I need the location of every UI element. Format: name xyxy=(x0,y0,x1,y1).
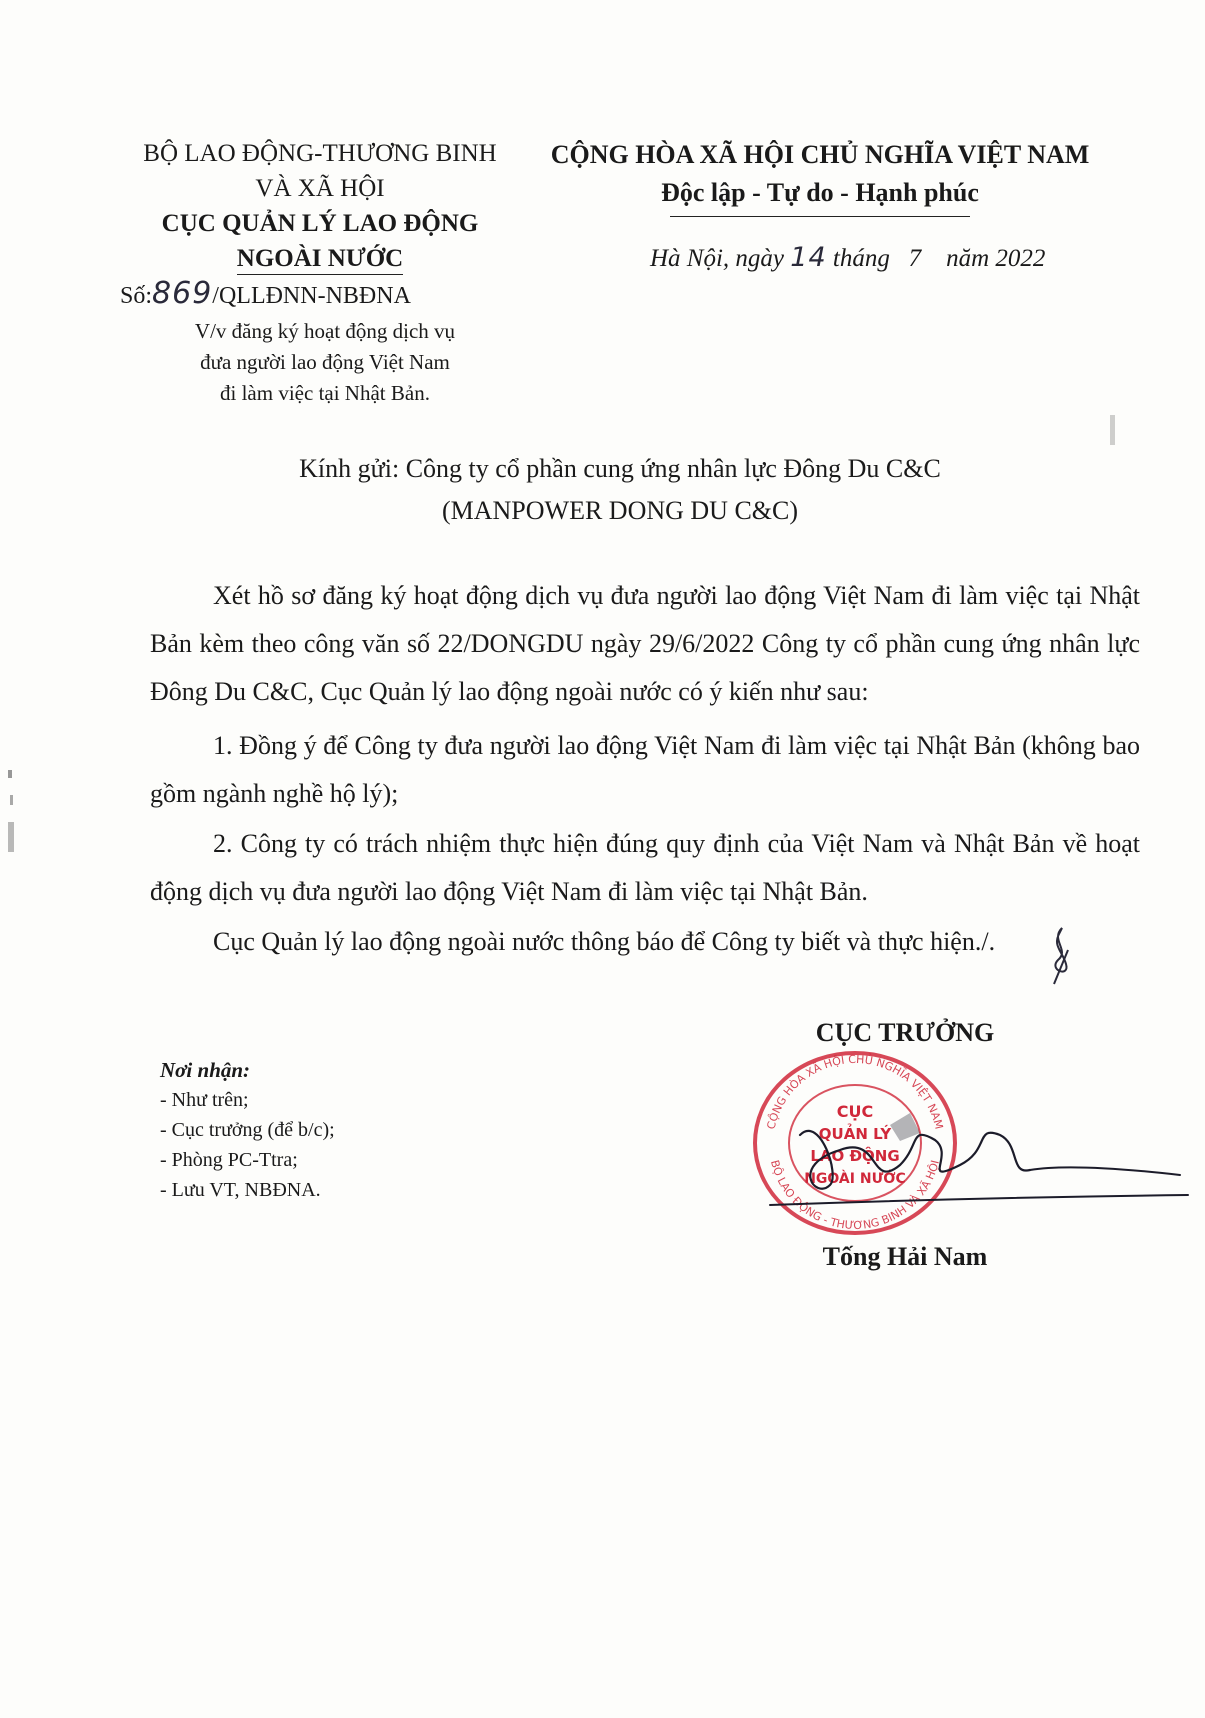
subject-line-3: đi làm việc tại Nhật Bản. xyxy=(220,381,430,405)
seal-center-line-1: CỤC xyxy=(836,1102,874,1121)
signer-name: Tống Hải Nam xyxy=(822,1242,988,1271)
handwritten-signature-icon xyxy=(760,1105,1190,1215)
date-month: 7 xyxy=(908,245,922,272)
subject-line-1: V/v đăng ký hoạt động dịch vụ xyxy=(194,319,456,343)
department-line-1: CỤC QUẢN LÝ LAO ĐỘNG xyxy=(161,210,479,237)
seal-center-line-2: QUẢN LÝ xyxy=(818,1125,892,1143)
body-paragraph-1: Xét hồ sơ đăng ký hoạt động dịch vụ đưa người lao động Việt Nam đi làm việc tại Nhật Bản kèm theo công văn số 22/DONGDU ngày 29/6/2022 Công ty cổ phần cung ứng nhân lực Đông Du C&C, Cục Quản lý lao động ngoài nước có ý kiến như sau: xyxy=(150,581,1140,706)
addressee-line-1: Kính gửi: Công ty cổ phần cung ứng nhân lực Đông Du C&C xyxy=(299,454,941,483)
recipient-item: - Như trên; xyxy=(160,1089,249,1111)
signer-title: CỤC TRƯỞNG xyxy=(815,1018,995,1047)
national-header xyxy=(530,136,1110,217)
body-paragraph-3: 2. Công ty có trách nhiệm thực hiện đúng quy định của Việt Nam và Nhật Bản về hoạt động dịch vụ đưa người lao động Việt Nam đi làm việc tại Nhật Bản. xyxy=(150,829,1140,906)
subject-block xyxy=(140,316,510,409)
ministry-line-1: BỘ LAO ĐỘNG-THƯƠNG BINH xyxy=(143,140,497,167)
addressee-block xyxy=(140,448,1100,532)
date-prefix: Hà Nội, ngày xyxy=(650,245,785,272)
recipient-item: - Cục trưởng (để b/c); xyxy=(160,1119,335,1141)
seal-outer-top-text: CỘNG HÒA XÃ HỘI CHỦ NGHĨA VIỆT NAM xyxy=(764,1052,946,1131)
initials-mark-icon xyxy=(1040,920,1080,990)
date-day-handwritten: 14 xyxy=(790,242,827,273)
national-motto: Độc lập - Tự do - Hạnh phúc xyxy=(661,178,979,207)
date-year: năm 2022 xyxy=(946,245,1046,272)
seal-center-line-3: LAO ĐỘNG xyxy=(810,1147,900,1165)
date-month-label: tháng xyxy=(832,245,890,272)
issue-date xyxy=(650,242,1110,273)
country-name: CỘNG HÒA XÃ HỘI CHỦ NGHĨA VIỆT NAM xyxy=(550,140,1090,169)
seal-outer-bottom-text: BỘ LAO ĐỘNG - THƯƠNG BINH VÀ XÃ HỘI xyxy=(767,1158,942,1233)
motto-underline xyxy=(670,216,970,217)
document-number-prefix: Số: xyxy=(120,283,153,309)
document-number xyxy=(120,276,500,311)
body-paragraph-2: 1. Đồng ý để Công ty đưa người lao động Việt Nam đi làm việc tại Nhật Bản (không bao gồm ngành nghề hộ lý); xyxy=(150,731,1140,808)
recipients-block xyxy=(160,1055,540,1205)
body-paragraph-4: Cục Quản lý lao động ngoài nước thông báo để Công ty biết và thực hiện./. xyxy=(213,927,996,956)
recipient-item: - Phòng PC-Ttra; xyxy=(160,1149,298,1171)
department-line-2: NGOÀI NƯỚC xyxy=(237,244,403,275)
addressee-line-2: (MANPOWER DONG DU C&C) xyxy=(441,496,799,525)
issuing-agency-block xyxy=(120,136,520,276)
seal-center-line-4: NGOÀI NƯỚC xyxy=(804,1171,906,1187)
document-number-handwritten: 869 xyxy=(152,276,213,311)
document-number-suffix: /QLLĐNN-NBĐNA xyxy=(212,283,411,309)
subject-line-2: đưa người lao động Việt Nam xyxy=(200,350,450,374)
ministry-line-2: VÀ XÃ HỘI xyxy=(255,175,385,202)
recipient-item: - Lưu VT, NBĐNA. xyxy=(160,1179,321,1201)
recipients-title: Nơi nhận: xyxy=(160,1058,251,1082)
